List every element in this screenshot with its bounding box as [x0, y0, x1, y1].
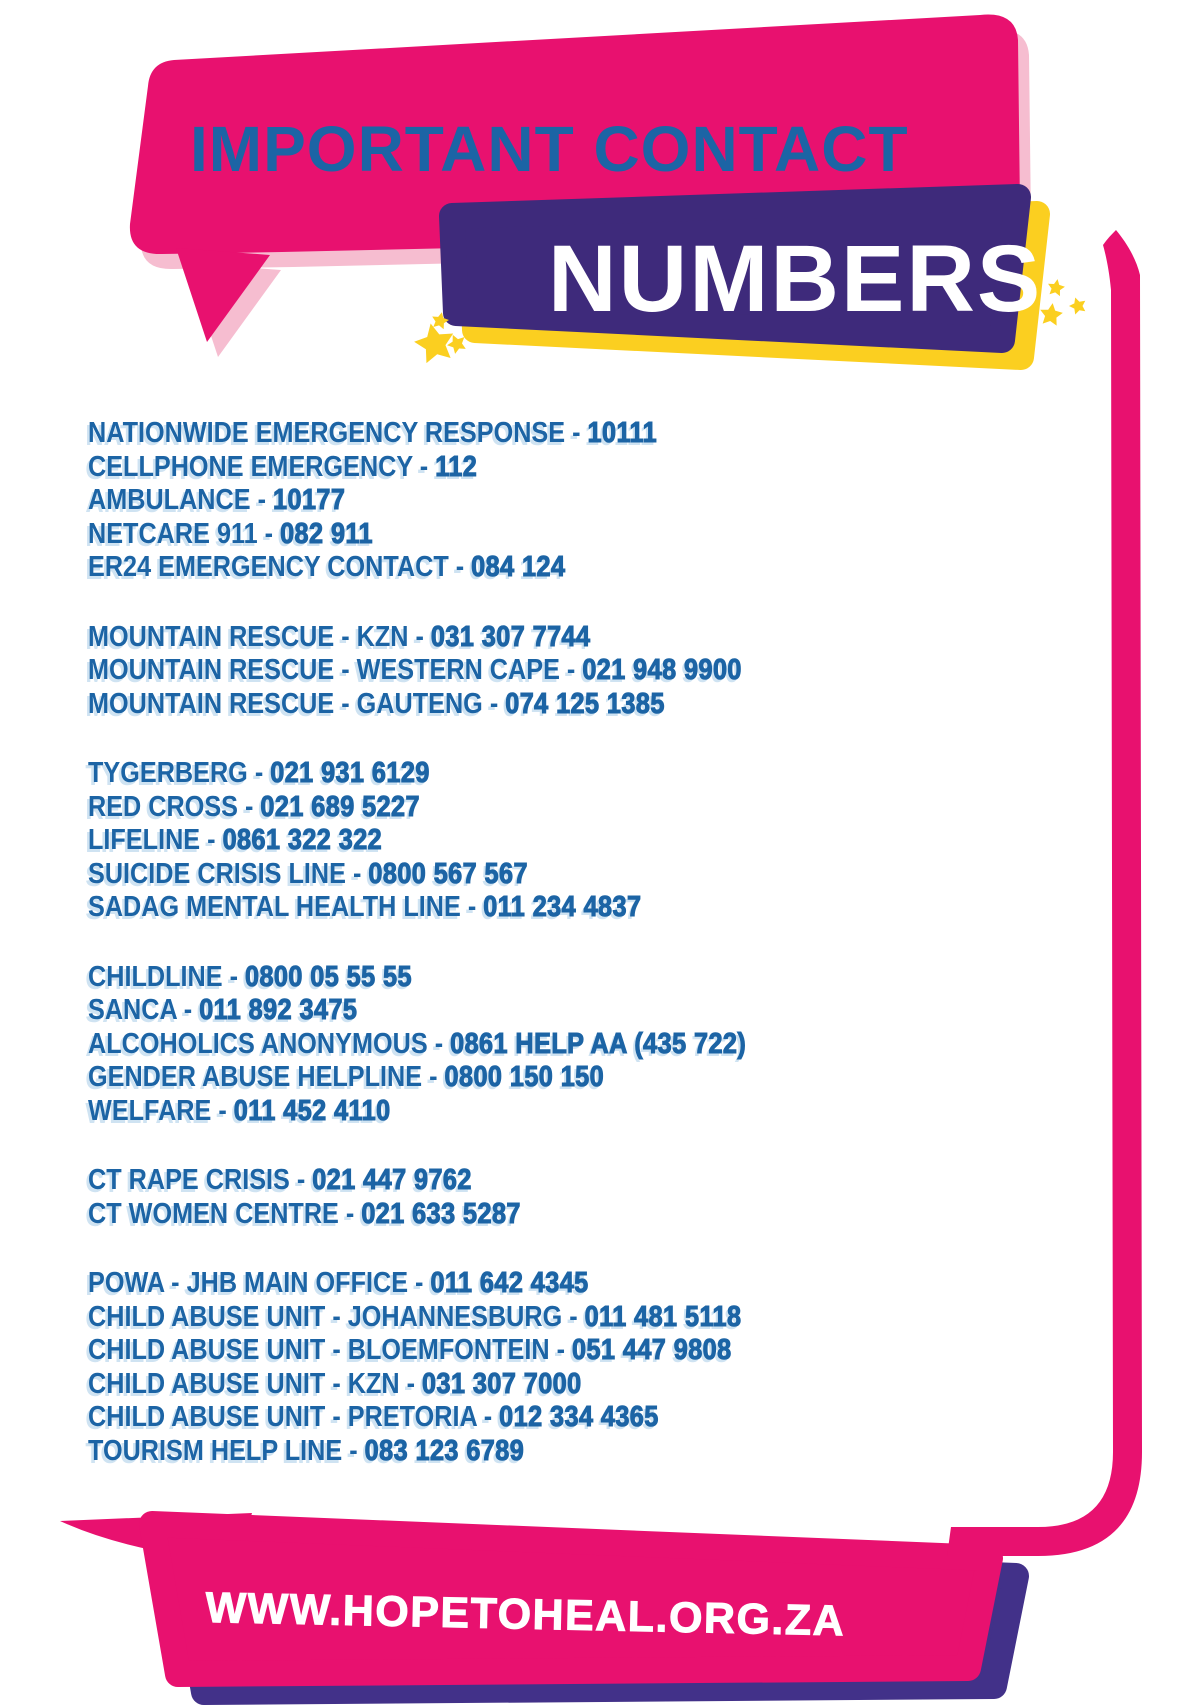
contact-separator: - [460, 891, 484, 923]
contact-separator: - [412, 450, 436, 483]
contact-separator: - [338, 1197, 362, 1230]
pink-frame-shape [947, 230, 1142, 1556]
contact-number: 0800 567 567 [368, 857, 528, 890]
contact-label: MOUNTAIN RESCUE - GAUTENG [88, 687, 483, 720]
star-icon [1038, 278, 1088, 327]
contact-line [88, 688, 746, 722]
contact-label: CHILD ABUSE UNIT - KZN [88, 1367, 400, 1400]
contact-separator: - [408, 620, 431, 653]
contact-separator: - [476, 1401, 500, 1433]
contact-separator: - [408, 1267, 431, 1299]
contact-label: SANCA [88, 994, 177, 1026]
contact-line [88, 961, 746, 995]
contact-number: 051 447 9808 [572, 1334, 732, 1366]
contact-label: CHILDLINE [88, 960, 223, 993]
contact-line [88, 891, 746, 925]
contact-group [88, 1267, 746, 1468]
contact-separator: - [482, 687, 506, 720]
contact-label: NETCARE 911 [88, 517, 258, 550]
contact-group [88, 961, 746, 1129]
contact-number: 021 931 6129 [270, 757, 430, 789]
contact-separator: - [422, 1061, 445, 1093]
contact-separator: - [247, 757, 271, 789]
contact-separator: - [448, 551, 472, 583]
contact-line [88, 518, 746, 552]
contact-label: AMBULANCE [88, 484, 251, 516]
contact-line [88, 417, 746, 451]
contact-number: 083 123 6789 [364, 1434, 525, 1467]
contact-line [88, 451, 746, 485]
contact-separator: - [562, 1300, 585, 1333]
contact-line [88, 994, 746, 1028]
contact-label: CHILD ABUSE UNIT - PRETORIA [88, 1401, 477, 1433]
contact-separator: - [345, 857, 369, 890]
contact-separator: - [211, 1094, 234, 1127]
contact-line [88, 1028, 746, 1062]
contact-group [88, 621, 746, 722]
contact-number: 082 911 [280, 517, 373, 550]
contact-number: 031 307 7744 [430, 620, 591, 653]
contact-number: 0800 150 150 [444, 1061, 605, 1093]
contact-number: 021 689 5227 [260, 790, 421, 823]
contact-label: POWA - JHB MAIN OFFICE [88, 1267, 409, 1299]
contact-line [88, 1301, 746, 1335]
contact-separator: - [559, 654, 583, 686]
contact-label: CT RAPE CRISIS [88, 1164, 290, 1196]
contact-number: 10177 [273, 484, 346, 516]
contact-label: TOURISM HELP LINE [88, 1434, 343, 1467]
contact-label: RED CROSS [88, 790, 239, 823]
contact-number: 011 892 3475 [199, 994, 358, 1026]
contact-label: ALCOHOLICS ANONYMOUS [88, 1027, 428, 1060]
contact-number: 0861 322 322 [222, 824, 383, 856]
contact-line [88, 1061, 746, 1095]
contact-separator: - [257, 517, 281, 550]
contact-group [88, 757, 746, 925]
contact-separator: - [427, 1027, 451, 1060]
poster-title-line2: NUMBERS [548, 226, 1043, 332]
contact-group [88, 417, 746, 585]
contact-line [88, 551, 746, 585]
contact-line [88, 484, 746, 518]
contact-number: 112 [435, 450, 478, 483]
contact-separator: - [222, 960, 245, 993]
contact-number: 031 307 7000 [422, 1367, 582, 1400]
contact-number: 0861 HELP AA (435 722) [450, 1027, 747, 1060]
contact-label: MOUNTAIN RESCUE - KZN [88, 620, 409, 653]
contact-separator: - [176, 994, 200, 1026]
contact-number: 021 447 9762 [312, 1164, 472, 1196]
contact-label: GENDER ABUSE HELPLINE [88, 1061, 423, 1093]
contact-separator: - [250, 484, 274, 516]
contact-number: 011 452 4110 [233, 1094, 391, 1127]
contact-separator: - [200, 824, 223, 856]
contact-number: 084 124 [471, 551, 566, 583]
contact-label: NATIONWIDE EMERGENCY RESPONSE [88, 417, 566, 449]
contact-number: 021 948 9900 [582, 654, 742, 686]
contact-line [88, 1435, 746, 1469]
contact-line [88, 757, 746, 791]
contact-separator: - [342, 1434, 365, 1467]
contact-line [88, 1198, 746, 1232]
contact-line [88, 621, 746, 655]
contact-separator: - [399, 1367, 423, 1400]
contact-number: 011 481 5118 [584, 1300, 742, 1333]
contact-group [88, 1164, 746, 1231]
poster-title-line1: IMPORTANT CONTACT [190, 113, 909, 185]
contact-number: 074 125 1385 [505, 687, 665, 720]
contact-separator: - [565, 417, 588, 449]
contact-line [88, 824, 746, 858]
contact-label: SADAG MENTAL HEALTH LINE [88, 891, 461, 923]
contact-line [88, 1368, 746, 1402]
contact-number: 021 633 5287 [361, 1197, 521, 1230]
contact-label: CHILD ABUSE UNIT - JOHANNESBURG [88, 1300, 563, 1333]
contact-label: CELLPHONE EMERGENCY [88, 450, 413, 483]
contact-label: TYGERBERG [88, 757, 248, 789]
contact-separator: - [549, 1334, 573, 1366]
contact-separator: - [289, 1164, 313, 1196]
contact-label: MOUNTAIN RESCUE - WESTERN CAPE [88, 654, 560, 686]
contact-label: LIFELINE [88, 824, 201, 856]
contact-label: CHILD ABUSE UNIT - BLOEMFONTEIN [88, 1334, 550, 1366]
contact-line [88, 1267, 746, 1301]
contact-label: CT WOMEN CENTRE [88, 1197, 339, 1230]
contact-line [88, 1164, 746, 1198]
contact-number: 10111 [587, 417, 658, 449]
contact-list [88, 417, 746, 1504]
contact-number: 011 642 4345 [430, 1267, 589, 1299]
contact-line [88, 1095, 746, 1129]
contact-number: 0800 05 55 55 [244, 960, 413, 993]
contact-line [88, 1334, 746, 1368]
contact-line [88, 791, 746, 825]
contact-number: 011 234 4837 [483, 891, 642, 923]
contact-line [88, 654, 746, 688]
contact-separator: - [238, 790, 261, 823]
contact-line [88, 858, 746, 892]
contact-label: WELFARE [88, 1094, 212, 1127]
contact-line [88, 1401, 746, 1435]
contact-number: 012 334 4365 [499, 1401, 659, 1433]
contact-label: SUICIDE CRISIS LINE [88, 857, 346, 890]
website-url: WWW.HOPETOHEAL.ORG.ZA [204, 1584, 846, 1646]
contact-label: ER24 EMERGENCY CONTACT [88, 551, 449, 583]
